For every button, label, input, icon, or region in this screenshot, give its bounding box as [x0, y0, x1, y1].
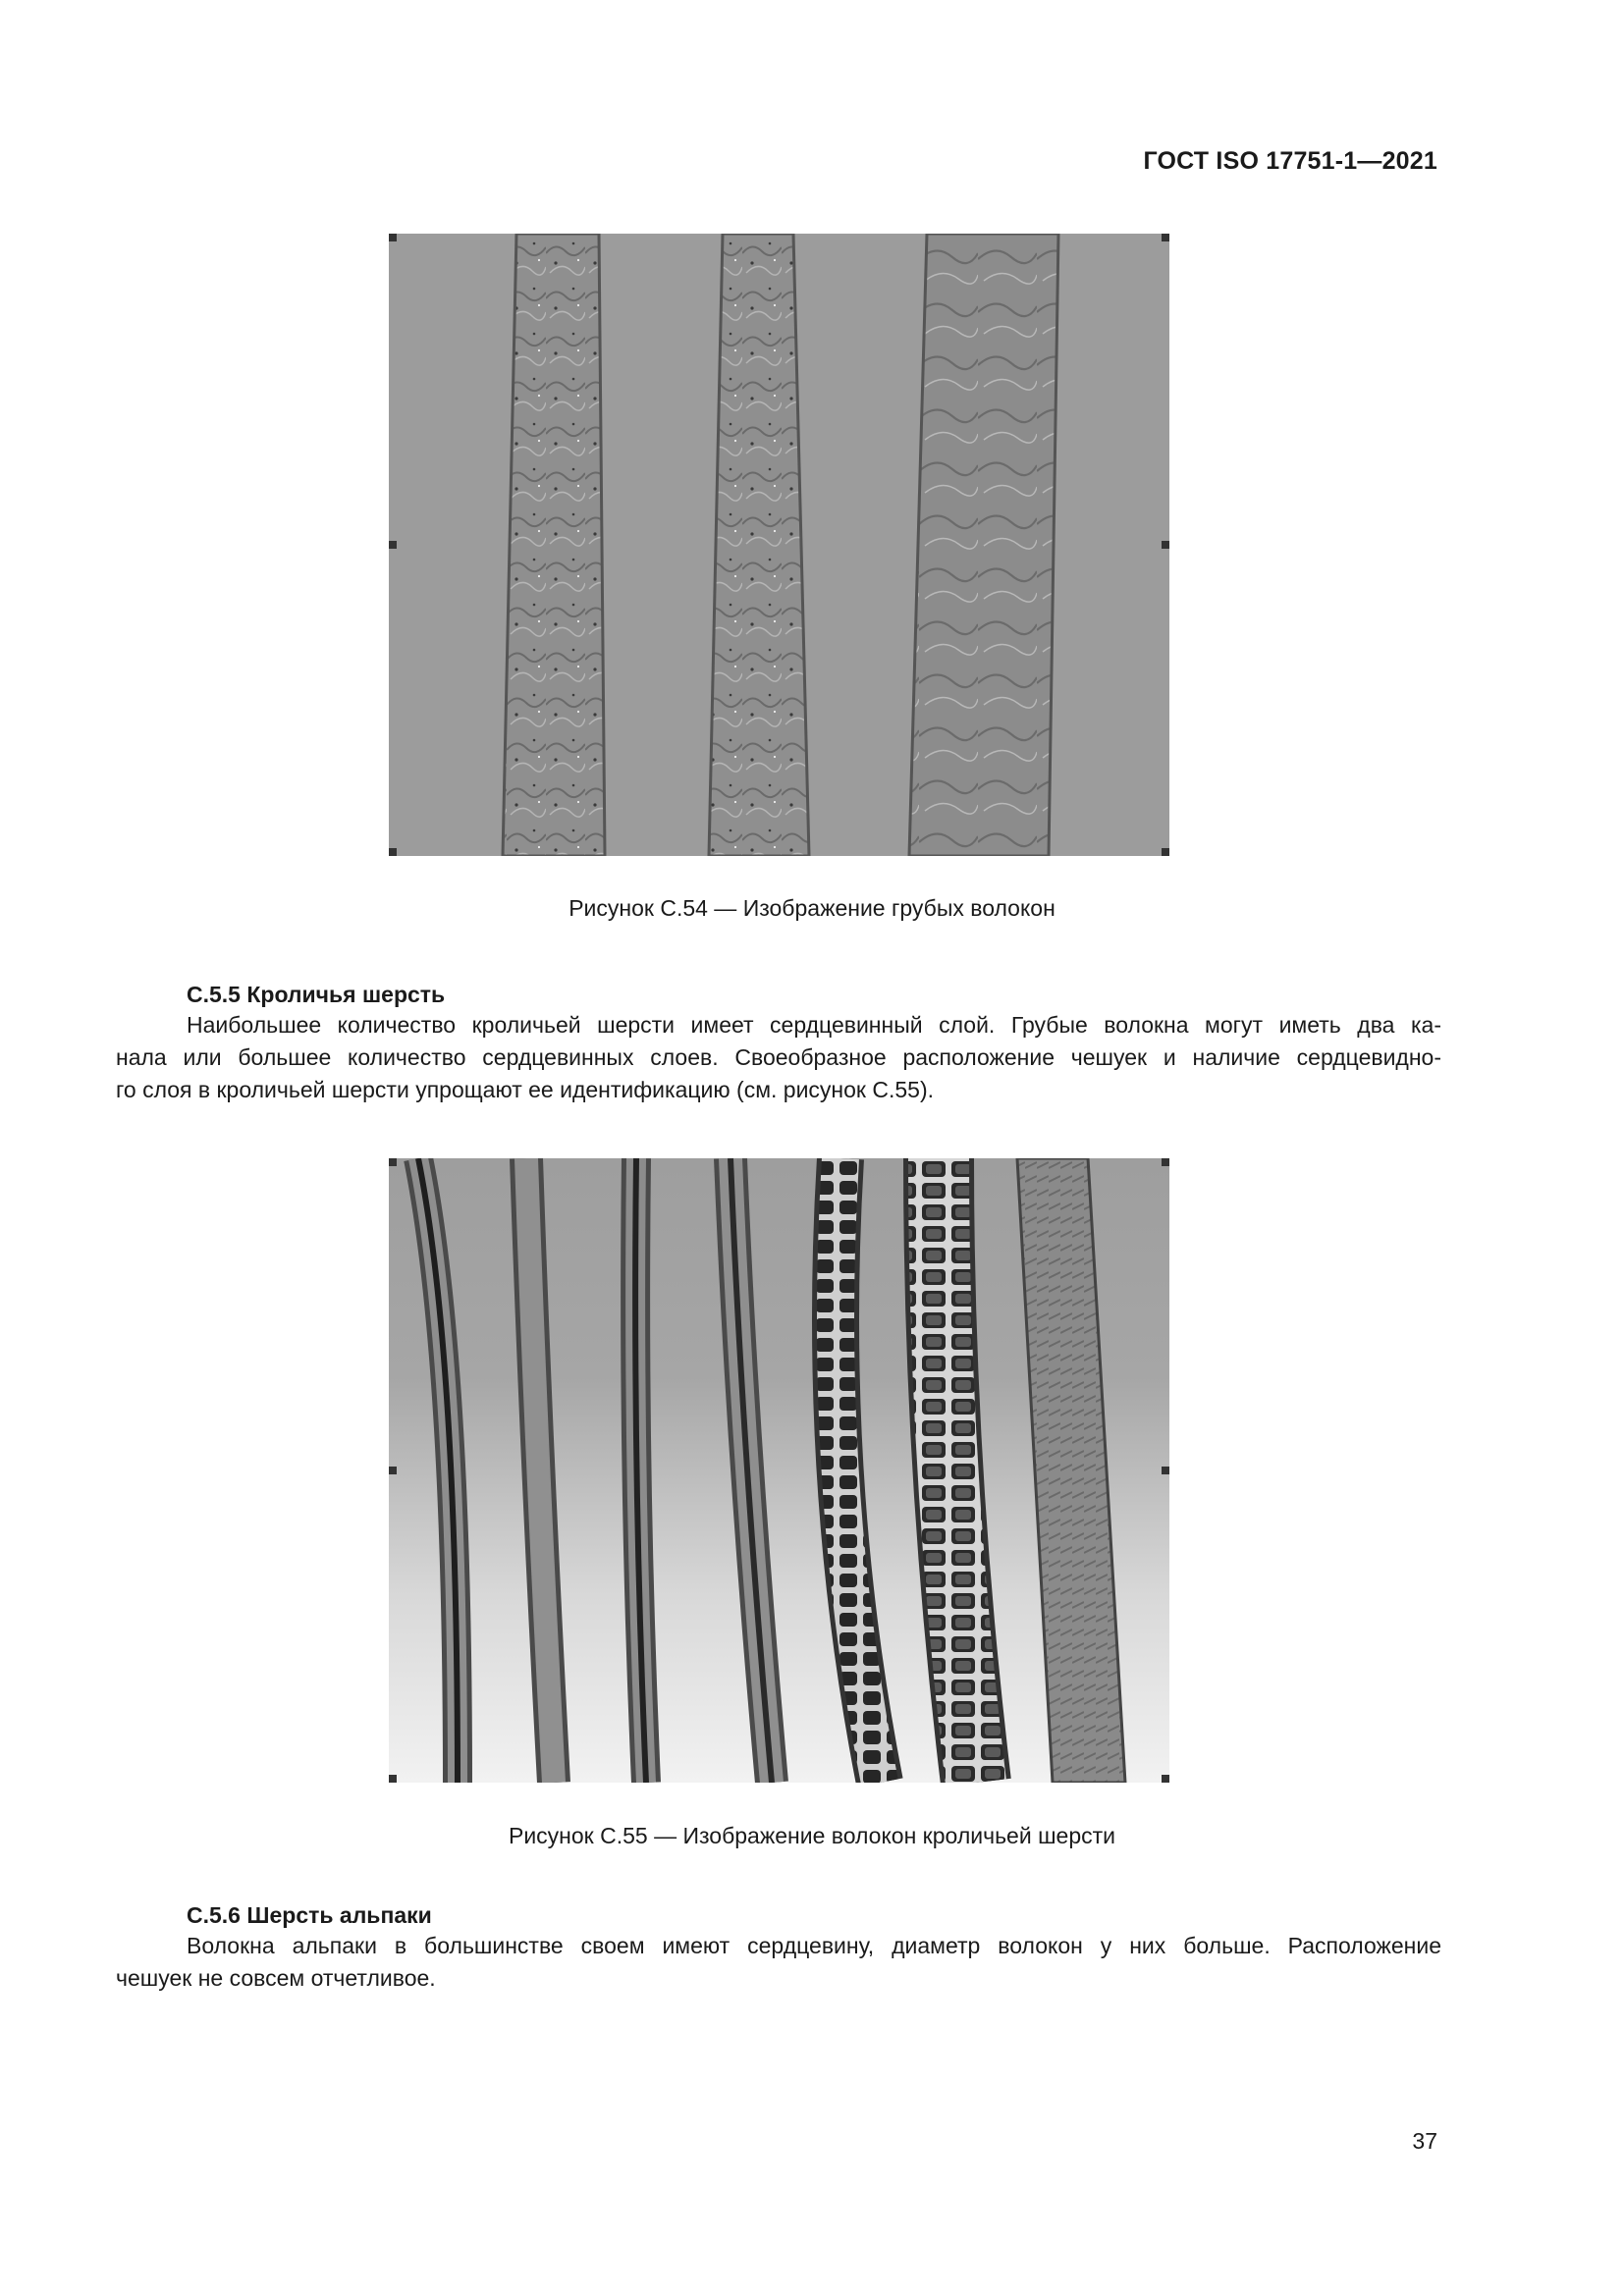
section-paragraph: [116, 1930, 1441, 1995]
section-paragraph: [116, 1009, 1441, 1106]
section-heading: С.5.6 Шерсть альпаки: [187, 1902, 432, 1928]
paragraph-line: Волокна альпаки в большинстве своем имеют сердцевину, диаметр волокон у них больше. Расположение: [187, 1933, 1441, 1958]
paragraph-line: Наибольшее количество кроличьей шерсти имеет сердцевинный слой. Грубые волокна могут иметь два ка-: [187, 1012, 1441, 1038]
document-header: ГОСТ ISO 17751-1—2021: [1143, 147, 1437, 175]
figure-caption: Рисунок С.54 — Изображение грубых волокон: [568, 895, 1056, 921]
paragraph-line: чешуек не совсем отчетливое.: [116, 1965, 436, 1991]
coarse-fibers-micrograph: [389, 234, 1169, 856]
page-number: 37: [1412, 2128, 1437, 2154]
figure-coarse-fibers-image: [389, 234, 1169, 856]
figure-caption: Рисунок С.55 — Изображение волокон кроличьей шерсти: [508, 1823, 1115, 1848]
rabbit-fibers-micrograph: [389, 1158, 1169, 1783]
paragraph-line: нала или большее количество сердцевинных слоев. Своеобразное расположение чешуек и наличие сердцевидно-: [116, 1044, 1441, 1070]
paragraph-line: го слоя в кроличьей шерсти упрощают ее идентификацию (см. рисунок С.55).: [116, 1077, 934, 1102]
figure-rabbit-fibers-image: [389, 1158, 1169, 1783]
section-heading: С.5.5 Кроличья шерсть: [187, 982, 446, 1007]
